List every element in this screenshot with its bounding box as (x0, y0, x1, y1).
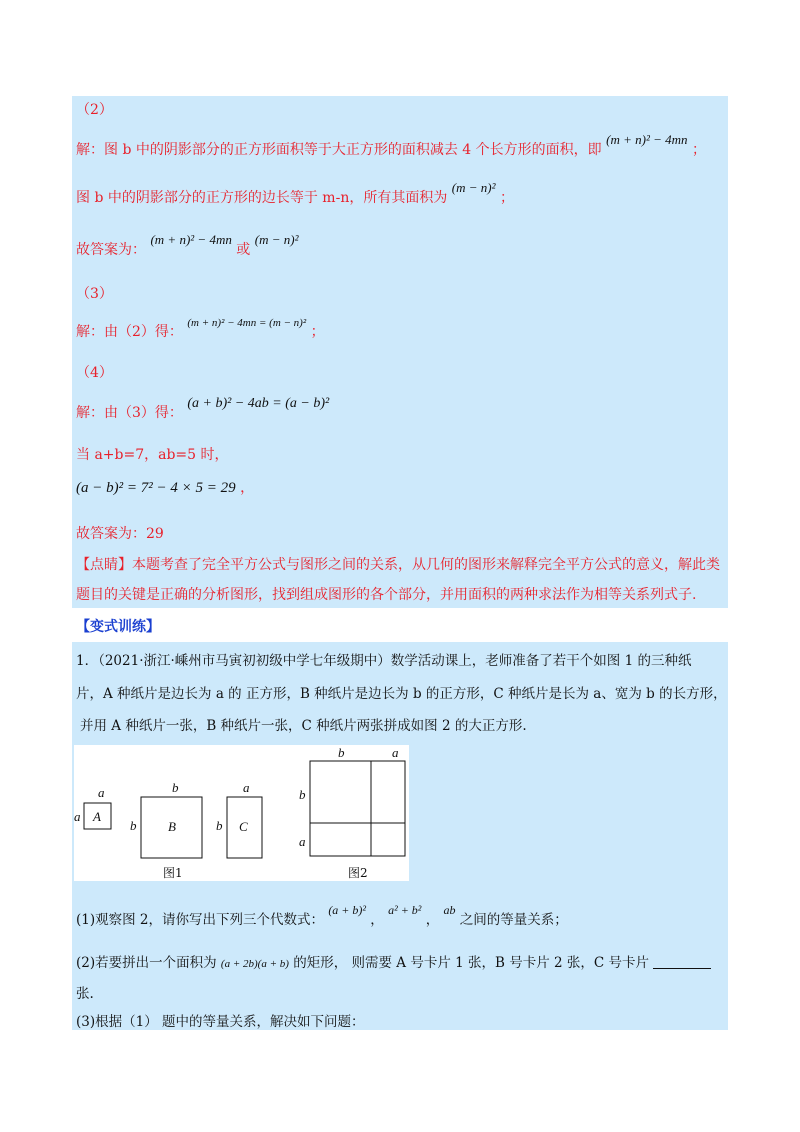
sub2-line2: 张. (76, 986, 94, 1002)
part2-line2 (76, 180, 514, 208)
fig2-side-b: b (299, 787, 306, 802)
part4-calc-end: ， (240, 480, 255, 496)
sub2-line (76, 953, 711, 974)
part2-line2-end: ； (499, 190, 514, 206)
part2-answer-math1: (m + n)² − 4mn (150, 232, 232, 247)
part2-answer-math2: (m − n)² (254, 232, 299, 247)
sub2-suffix: 的矩形， 则需要 A 号卡片 1 张，B 号卡片 2 张，C 号卡片 (293, 955, 650, 971)
fig2-side-a: a (299, 834, 306, 849)
figures-svg (74, 745, 409, 881)
fig1-a-side: a (74, 809, 81, 824)
fig2-top-a: a (392, 745, 399, 760)
part2-line2-text: 图 b 中的阴影部分的正方形的边长等于 m-n，所有其面积为 (76, 190, 448, 206)
fig2-caption: 图2 (348, 866, 368, 880)
fig1-c-top: a (243, 780, 250, 795)
solution-panel (72, 96, 728, 608)
sub3-line: (3)根据（1） 题中的等量关系，解决如下问题： (76, 1014, 365, 1030)
q1-line3: 并用 A 种纸片一张，B 种纸片一张，C 种纸片两张拼成如图 2 的大正方形. (80, 718, 527, 734)
sub1-prefix: (1)观察图 2，请你写出下列三个代数式： (76, 912, 325, 928)
part2-answer-prefix: 故答案为： (76, 242, 146, 258)
part2-line1 (76, 132, 706, 160)
sub1-math1: (a + b)² (328, 903, 366, 917)
part4-label: （4） (76, 365, 113, 381)
fig1-caption: 图1 (163, 866, 183, 880)
comment-line1: 【点睛】本题考查了完全平方公式与图形之间的关系，从几何的图形来解释完全平方公式的意义，解此类 (76, 557, 720, 573)
part3-math: (m + n)² − 4mn = (m − n)² (187, 317, 307, 329)
fig1-b-side: b (130, 818, 137, 833)
fig1-c-side: b (216, 818, 223, 833)
sub1-math3: ab (443, 903, 456, 917)
sub2-answer-blank[interactable] (653, 954, 711, 969)
fig2-big-square (310, 761, 405, 856)
fig1-a-top: a (98, 785, 105, 800)
part3-prefix: 解：由（2）得： (76, 324, 183, 340)
sub1-line (76, 903, 568, 930)
q1-line2: 片，A 种纸片是边长为 a 的 正方形，B 种纸片是边长为 b 的正方形，C 种纸片是长为 a、宽为 b 的长方形， (76, 686, 727, 702)
part4-math: (a + b)² − 4ab = (a − b)² (187, 396, 330, 411)
variant-heading: 【变式训练】 (76, 619, 160, 635)
part4-calc: (a − b)² = 7² − 4 × 5 = 29 (76, 480, 236, 496)
sub1-sep2: ， (425, 912, 440, 928)
sub1-suffix: 之间的等量关系； (459, 912, 568, 928)
final-answer: 故答案为：29 (76, 526, 164, 542)
part2-answer (76, 232, 299, 260)
part4-prefix: 解：由（3）得： (76, 405, 183, 421)
part2-answer-or: 或 (236, 242, 251, 258)
sub1-sep1: ， (370, 912, 384, 928)
fig1-label-c: C (239, 819, 248, 834)
part3-end: ； (310, 324, 325, 340)
sub2-math: (a + 2b)(a + b) (220, 958, 289, 970)
sub1-math2: a² + b² (388, 903, 422, 917)
part2-label: （2） (76, 102, 113, 118)
fig1-label-a: A (93, 809, 101, 824)
q1-line1: 1．（2021·浙江·嵊州市马寅初初级中学七年级期中）数学活动课上，老师准备了若干个如图 1 的三种纸 (76, 653, 692, 669)
part2-line1-math: (m + n)² − 4mn (606, 132, 688, 147)
part3-label: （3） (76, 286, 113, 302)
part2-line1-text: 解：图 b 中的阴影部分的正方形面积等于大正方形的面积减去 4 个长方形的面积，即 (76, 142, 602, 158)
part4-line (76, 396, 330, 424)
part2-line1-end: ； (691, 142, 706, 158)
part2-line2-math: (m − n)² (451, 180, 496, 195)
fig1-label-b: B (168, 819, 176, 834)
fig2-top-b: b (338, 745, 345, 760)
figure-area (74, 745, 409, 881)
fig1-b-top: b (172, 780, 179, 795)
sub2-prefix: (2)若要拼出一个面积为 (76, 955, 217, 971)
comment-line2: 题目的关键是正确的分析图形，找到组成图形的各个部分，并用面积的两种求法作为相等关系列式子. (76, 587, 697, 603)
part4-condition: 当 a+b=7，ab=5 时， (76, 447, 229, 463)
part3-line (76, 317, 325, 343)
part4-calc-line (76, 478, 254, 498)
